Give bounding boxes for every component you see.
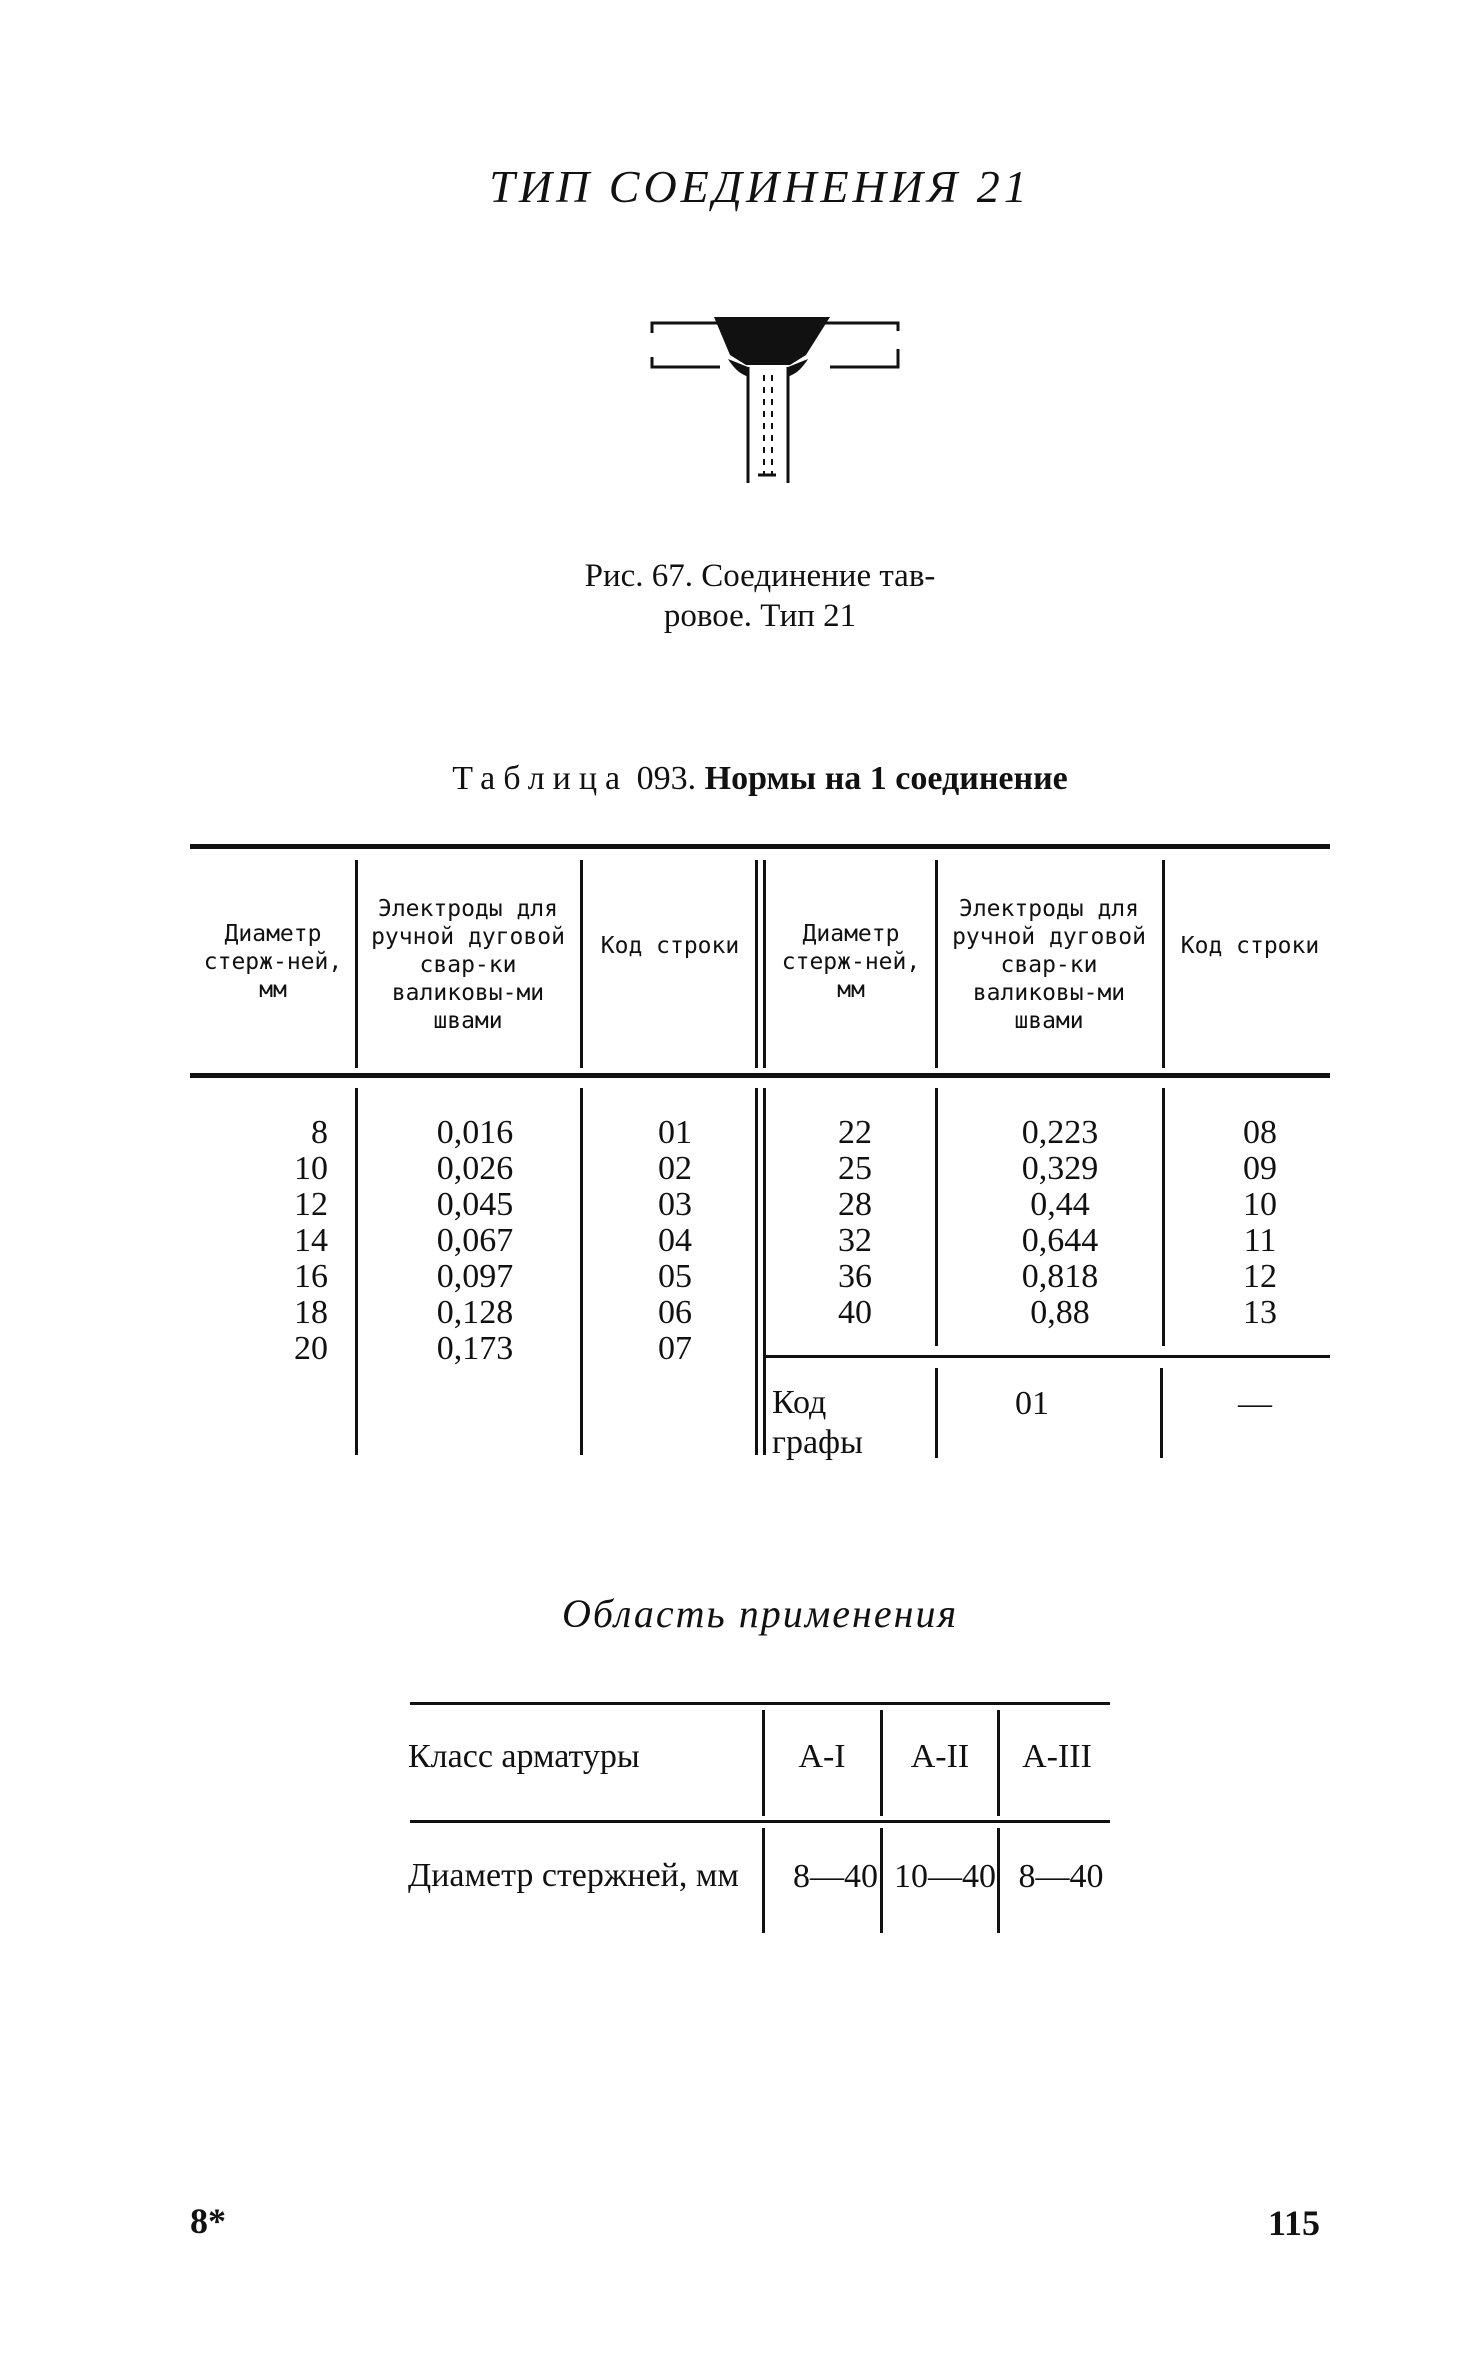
right-electrodes-column — [970, 1115, 1150, 1331]
application-mid-rule — [410, 1820, 1110, 1823]
application-divider — [880, 1828, 883, 1933]
header-divider — [1162, 860, 1165, 1068]
header-electrodes: Электроды для ручной дуговой свар-ки валиковы-ми швами — [371, 896, 565, 1034]
table-cell: 0,067 — [436, 1222, 514, 1259]
table-cell: 0,88 — [1030, 1294, 1090, 1331]
table-cell: 0,173 — [436, 1330, 514, 1367]
header-bottom-rule — [190, 1073, 1330, 1078]
header-code: Код строки — [1180, 933, 1320, 959]
application-divider — [997, 1710, 1000, 1816]
table-cell: 04 — [658, 1222, 692, 1259]
table-cell: 8 — [311, 1114, 328, 1151]
table-cell: 02 — [658, 1150, 692, 1187]
header-diameter: Диаметр стерж-ней, мм — [203, 921, 343, 1003]
table-cell: 01 — [658, 1114, 692, 1151]
graph-code-line-code: — — [1238, 1385, 1272, 1422]
body-divider — [763, 1088, 766, 1455]
table-caption-title: Нормы на 1 соединение — [704, 760, 1068, 797]
body-divider — [1160, 1368, 1163, 1458]
bar-diameter-range: 10—40 — [894, 1858, 996, 1895]
graph-code-value: 01 — [1015, 1385, 1049, 1422]
body-divider — [755, 1088, 758, 1455]
table-cell: 06 — [658, 1294, 692, 1331]
table-cell: 22 — [838, 1114, 872, 1151]
table-cell: 0,223 — [1021, 1114, 1099, 1151]
table-cell: 18 — [294, 1294, 328, 1331]
table-cell: 36 — [838, 1258, 872, 1295]
rebar-class-value: A-III — [1022, 1738, 1092, 1775]
table-cell: 11 — [1243, 1222, 1277, 1259]
t-joint-figure — [630, 305, 910, 490]
table-cell: 0,44 — [1030, 1186, 1090, 1223]
header-diameter: Диаметр стерж-ней, мм — [781, 921, 921, 1003]
table-caption — [300, 760, 1220, 798]
bar-diameter-range: 8—40 — [1018, 1858, 1104, 1895]
table-cell: 40 — [838, 1294, 872, 1331]
application-divider — [762, 1710, 765, 1816]
table-cell: 10 — [294, 1150, 328, 1187]
header-divider — [935, 860, 938, 1068]
figure-caption-line: Рис. 67. Соединение тав- — [584, 558, 936, 594]
table-cell: 07 — [658, 1330, 692, 1367]
application-title: Область применения — [561, 1591, 959, 1636]
table-cell: 14 — [294, 1222, 328, 1259]
table-cell: 13 — [1243, 1294, 1277, 1331]
table-cell: 32 — [838, 1222, 872, 1259]
rebar-class-value: A-II — [910, 1738, 970, 1775]
table-cell: 16 — [294, 1258, 328, 1295]
table-cell: 25 — [838, 1150, 872, 1187]
body-divider — [355, 1088, 358, 1455]
table-cell: 0,128 — [436, 1294, 514, 1331]
header-divider — [755, 860, 758, 1068]
table-cell: 0,026 — [436, 1150, 514, 1187]
table-cell: 0,016 — [436, 1114, 514, 1151]
header-code: Код строки — [600, 933, 740, 959]
table-cell: 0,329 — [1021, 1150, 1099, 1187]
header-divider — [763, 860, 766, 1068]
table-cell: 09 — [1243, 1150, 1277, 1187]
table-cell: 03 — [658, 1186, 692, 1223]
page-title: ТИП СОЕДИНЕНИЯ 21 — [489, 161, 1031, 212]
body-divider — [580, 1088, 583, 1455]
body-divider — [935, 1088, 938, 1346]
application-divider — [880, 1710, 883, 1816]
application-top-rule — [410, 1702, 1110, 1705]
body-divider — [935, 1368, 938, 1458]
body-divider — [1162, 1088, 1165, 1346]
rebar-class-label: Класс арматуры — [408, 1738, 640, 1775]
header-electrodes: Электроды для ручной дуговой свар-ки валиковы-ми швами — [952, 896, 1146, 1034]
figure-caption — [500, 556, 1020, 636]
left-diameter-column — [248, 1115, 328, 1367]
left-code-column — [620, 1115, 730, 1367]
graph-code-label: Код графы — [772, 1384, 863, 1461]
table-cell: 0,818 — [1021, 1258, 1099, 1295]
table-cell: 0,644 — [1021, 1222, 1099, 1259]
header-divider — [580, 860, 583, 1068]
table-cell: 0,045 — [436, 1186, 514, 1223]
table-top-rule — [190, 844, 1330, 849]
left-electrodes-column — [385, 1115, 565, 1367]
table-cell: 12 — [1243, 1258, 1277, 1295]
bar-diameter-range: 8—40 — [793, 1858, 878, 1895]
table-cell: 0,097 — [436, 1258, 514, 1295]
table-cell: 10 — [1243, 1186, 1277, 1223]
table-cell: 08 — [1243, 1114, 1277, 1151]
table-cell: 20 — [294, 1330, 328, 1367]
table-cell: 05 — [658, 1258, 692, 1295]
application-divider — [997, 1828, 1000, 1933]
rebar-class-value: A-I — [798, 1738, 846, 1775]
page-number: 115 — [1268, 2203, 1321, 2243]
header-divider — [355, 860, 358, 1068]
table-caption-label: Таблица — [452, 760, 629, 797]
table-cell: 12 — [294, 1186, 328, 1223]
footer-signature: 8* — [190, 2201, 226, 2241]
figure-caption-line: ровое. Тип 21 — [663, 598, 857, 634]
bar-diameter-label: Диаметр стержней, мм — [408, 1857, 739, 1894]
table-caption-number: 093. — [636, 760, 697, 797]
application-divider — [762, 1828, 765, 1933]
right-diameter-column — [805, 1115, 905, 1331]
right-code-column — [1205, 1115, 1315, 1331]
table-cell: 28 — [838, 1186, 872, 1223]
graph-code-rule — [765, 1355, 1330, 1358]
